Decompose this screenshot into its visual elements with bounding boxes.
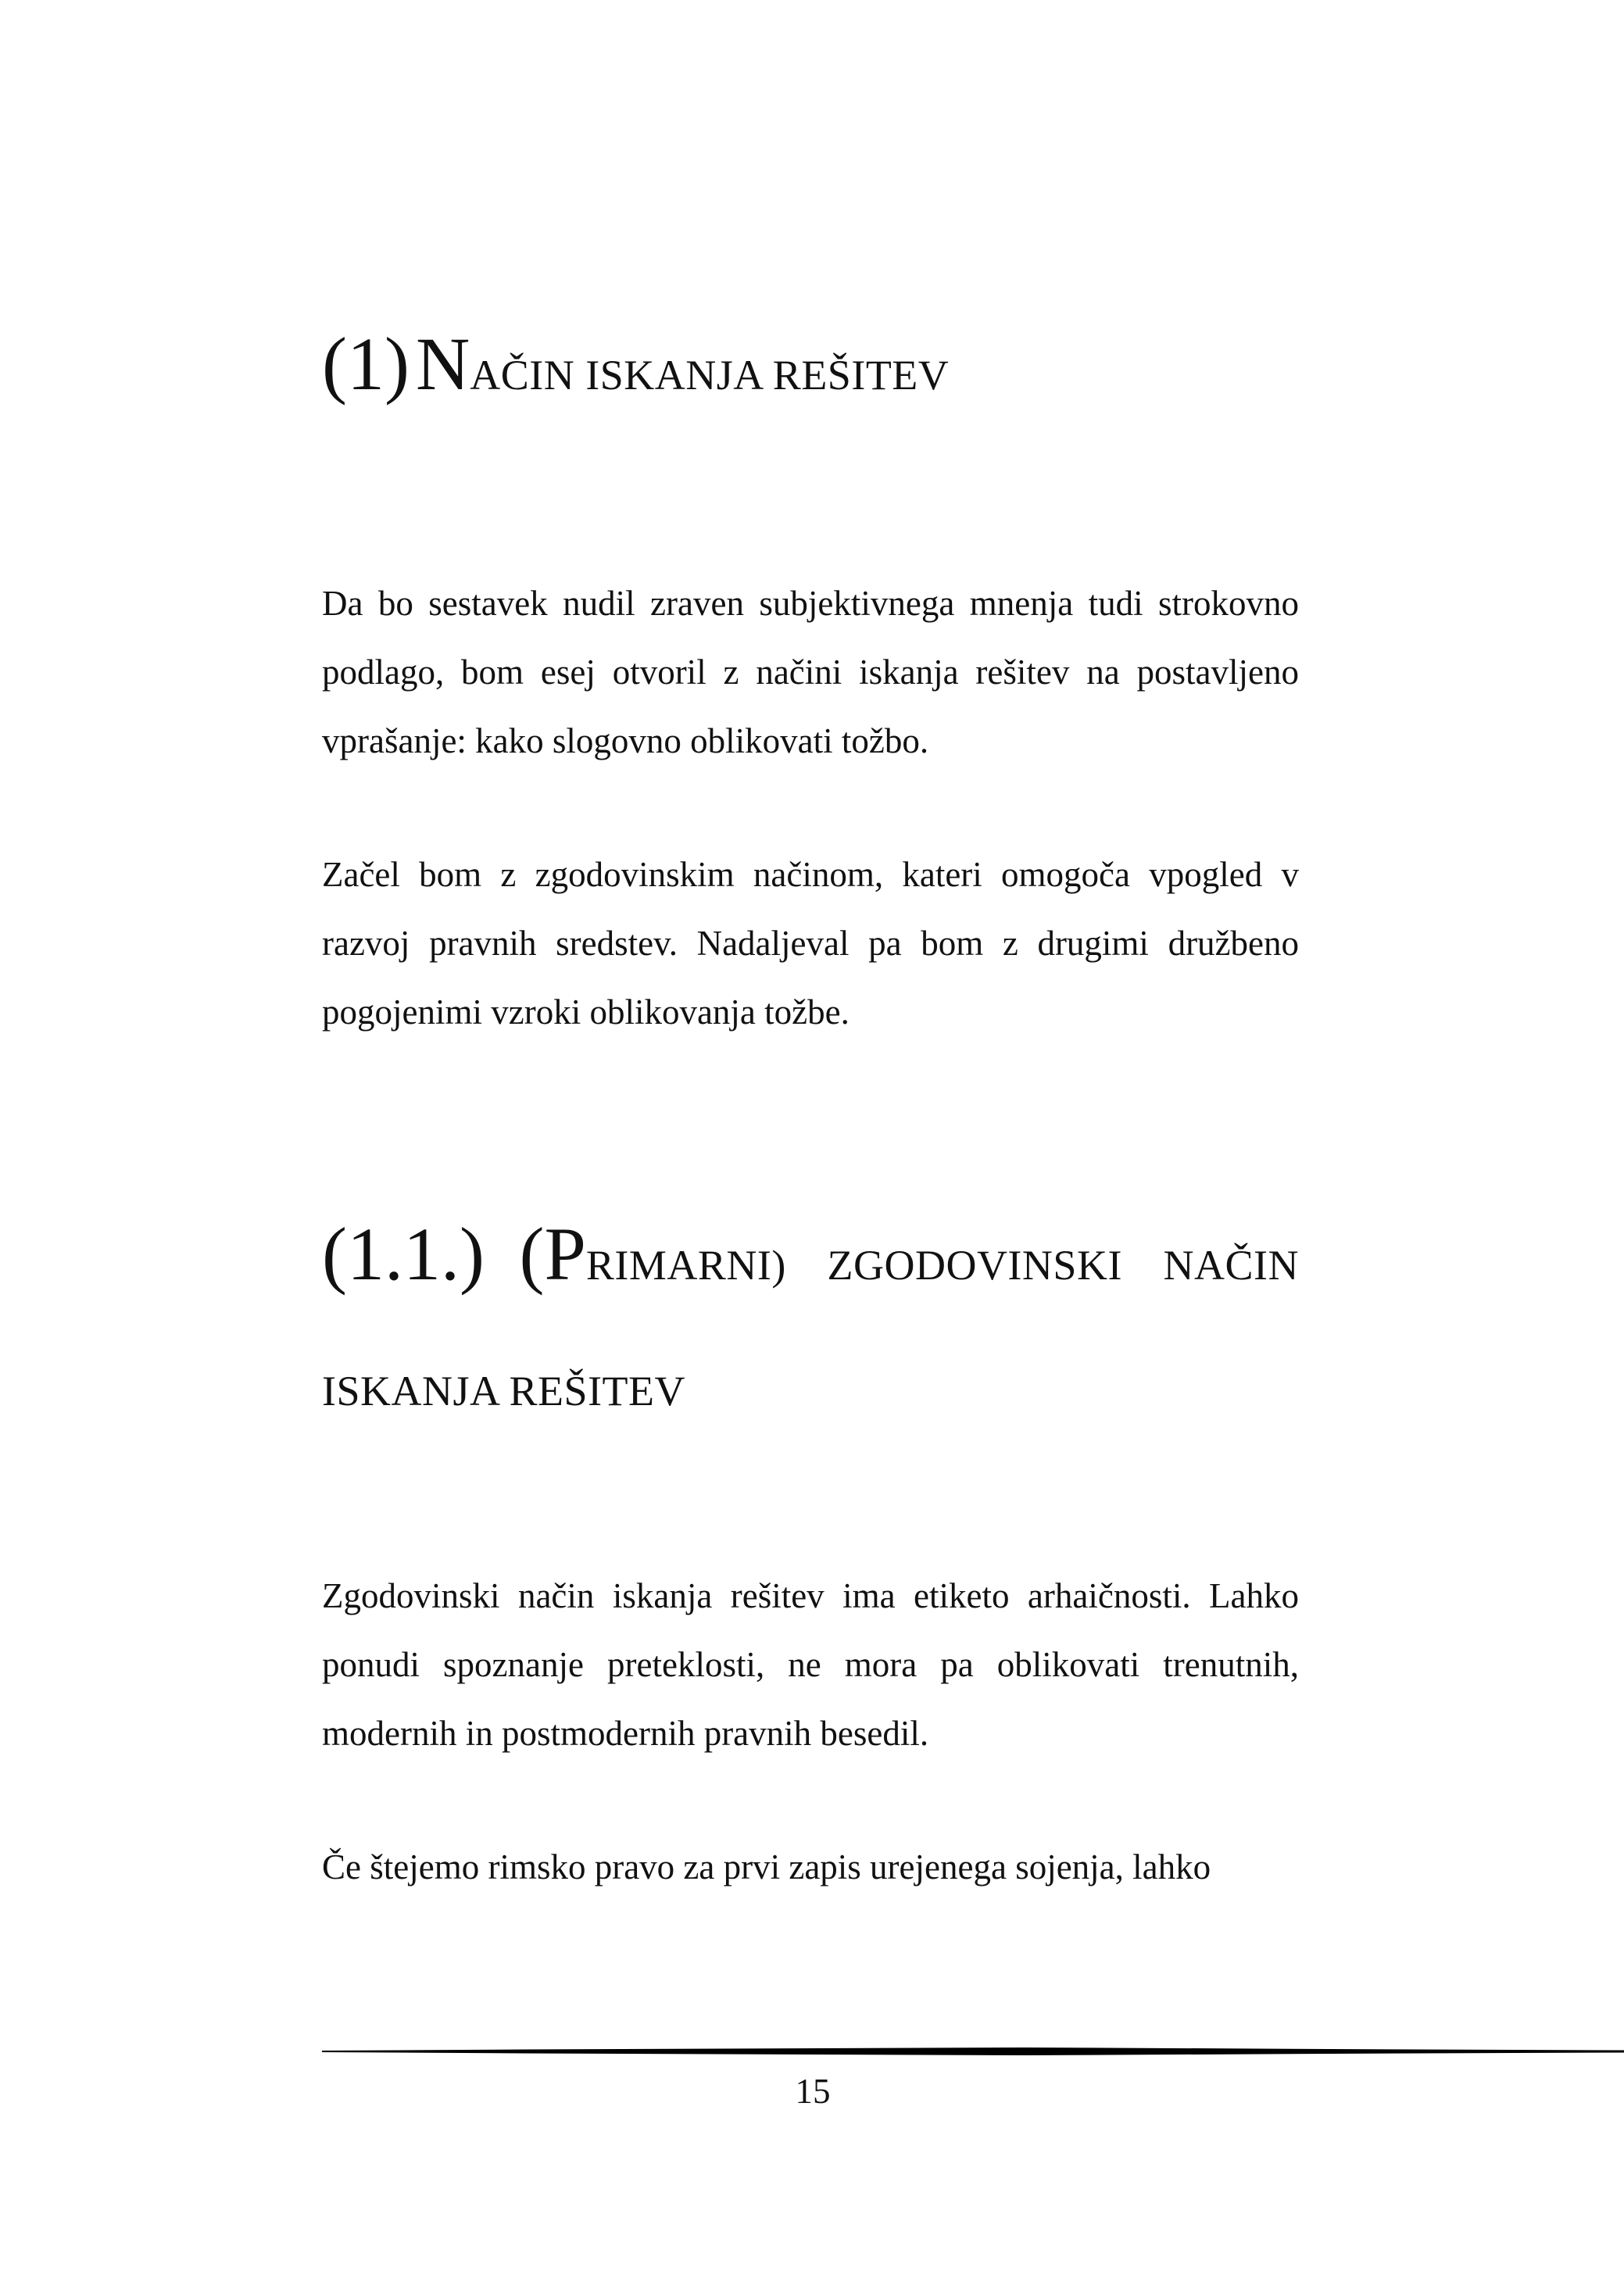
paragraph: Če štejemo rimsko pravo za prvi zapis urejenega sojenja, lahko [322,1847,1211,1887]
footer-rule [322,2046,1624,2057]
paragraph: Začel bom z zgodovinskim načinom, kateri omogoča vpogled v razvoj pravnih sredstev. Nadaljeval pa bom z drugimi družbeno pogojenimi vzroki oblikovanja tožbe. [322,855,1299,1032]
page-number: 15 [795,2072,831,2111]
section-number: (1) [322,322,410,406]
section-title-rest: AČIN ISKANJA REŠITEV [470,352,950,399]
section-heading-1-1 [322,1196,1299,1458]
section-number: (1.1.) [322,1212,485,1296]
section-title-initial: N [415,322,470,406]
paragraph: Da bo sestavek nudil zraven subjektivnega mnenja tudi strokovno podlago, bom esej otvoril z načini iskanja rešitev na postavljeno vprašanje: kako slogovno oblikovati tožbo. [322,584,1299,760]
paragraph: Zgodovinski način iskanja rešitev ima etiketo arhaičnosti. Lahko ponudi spoznanje preteklosti, ne mora pa oblikovati trenutnih, modernih in postmodernih pravnih besedil. [322,1576,1299,1753]
section-title-rest: RIMARNI) ZGODOVINSKI NAČIN ISKANJA REŠITEV [322,1242,1300,1414]
section-heading-1 [322,320,1299,407]
section-title-paren: ( [519,1212,545,1296]
section-title-initial: P [544,1212,586,1296]
